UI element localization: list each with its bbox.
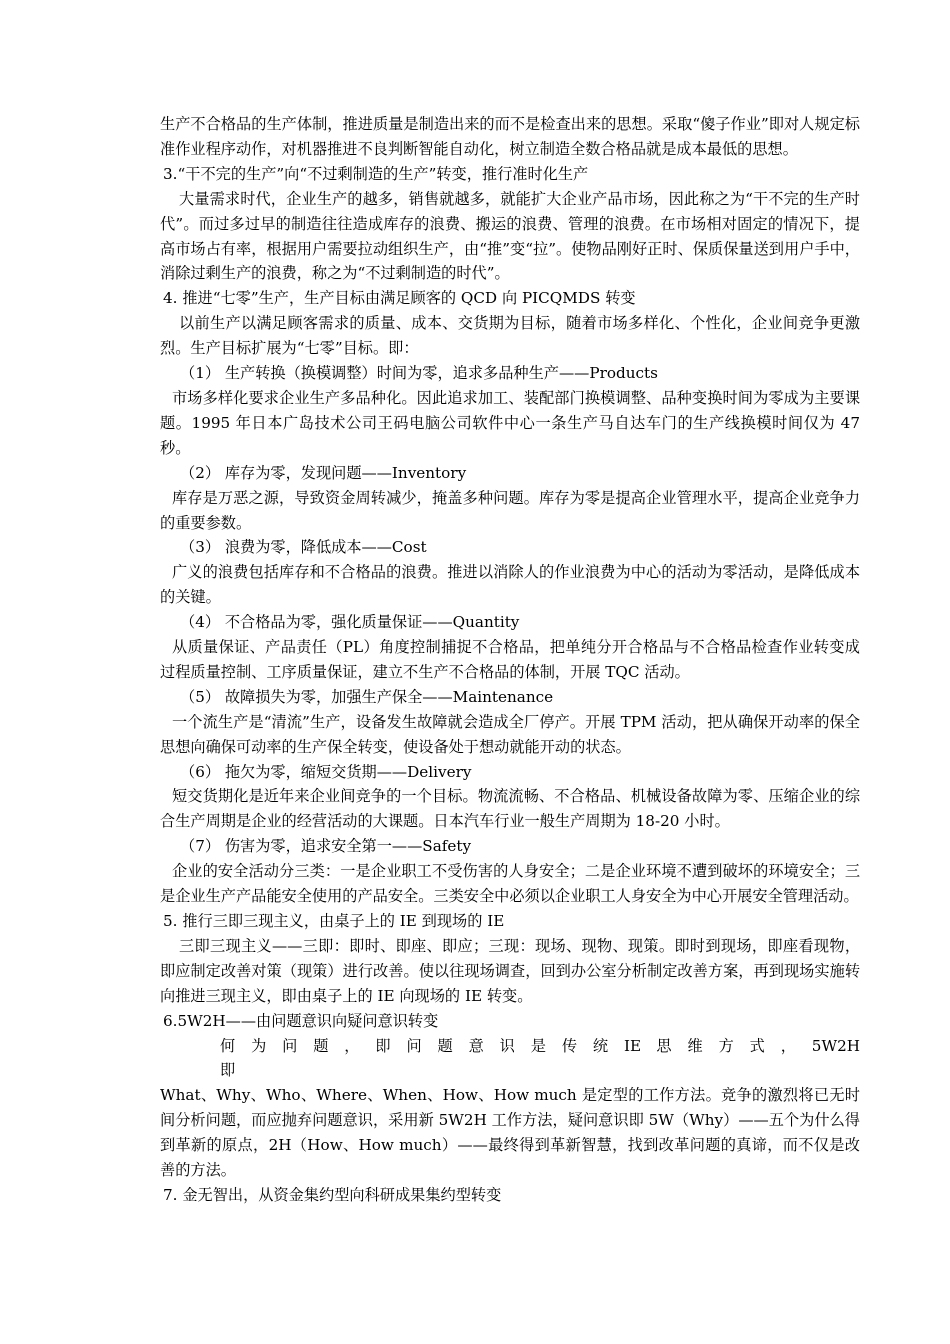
paragraph-inventory: 库存是万恶之源，导致资金周转减少，掩盖多种问题。库存为零是提高企业管理水平，提高企业竞争力的重要参数。 — [160, 488, 860, 532]
paragraph-delivery: 短交货期化是近年来企业间竞争的一个目标。物流流畅、不合格品、机械设备故障为零、压缩企业的综合生产周期是企业的经营活动的大课题。日本汽车行业一般生产周期为 18-20 小时。 — [160, 787, 860, 831]
paragraph-maintenance: 一个流生产是“清流”生产，设备发生故障就会造成全厂停产。开展 TPM 活动，把从确保开动率的保全思想向确保可动率的生产保全转变，使设备处于想动就能开动的状态。 — [160, 712, 860, 756]
heading-4-seven-zero: 4. 推进“七零”生产，生产目标由满足顾客的 QCD 向 PICQMDS 转变 — [163, 289, 636, 308]
subheading-maintenance: （5） 故障损失为零，加强生产保全——Maintenance — [180, 687, 554, 706]
paragraph-three-genba: 三即三现主义——三即：即时、即座、即应；三现：现场、现物、现策。即时到现场，即座看现物，即应制定改善对策（现策）进行改善。使以往现场调查，回到办公室分析制定改善方案，再到现场实施转向推进三现主义，即由桌子上的 IE 向现场的 IE 转变。 — [160, 936, 860, 1005]
paragraph-quantity: 从质量保证、产品责任（PL）角度控制捕捉不合格品，把单纯分开合格品与不合格品检查作业转变成过程质量控制、工序质量保证，建立不生产不合格品的体制，开展 TQC 活动。 — [160, 638, 860, 681]
paragraph-cost: 广义的浪费包括库存和不合格品的浪费。推进以消除人的作业浪费为中心的活动为零活动，是降低成本的关键。 — [160, 563, 860, 607]
paragraph-seven-zero-intro: 以前生产以满足顾客需求的质量、成本、交货期为目标，随着市场多样化、个性化，企业间竞争更激烈。生产目标扩展为“七零”目标。即： — [160, 314, 860, 358]
subheading-quantity: （4） 不合格品为零，强化质量保证——Quantity — [180, 613, 520, 632]
subheading-inventory: （2） 库存为零，发现问题——Inventory — [180, 463, 467, 482]
paragraph-mass-demand: 大量需求时代，企业生产的越多，销售就越多，就能扩大企业产品市场，因此称之为“干不完的生产时代”。而过多过早的制造往往造成库存的浪费、搬运的浪费、管理的浪费。在市场相对固定的情况下，提高市场占有率，根据用户需要拉动组织生产，由“推”变“拉”。使物品刚好正时、保质保量送到用户手中，消除过剩生产的浪费，称之为“不过剩制造的时代”。 — [160, 189, 860, 283]
paragraph-5w2h-first-line: 何 为 问 题 ， 即 问 题 意 识 是 传 统 IE 思 维 方 式 ， 5W2H 即 — [220, 1036, 860, 1080]
subheading-cost: （3） 浪费为零，降低成本——Cost — [180, 538, 427, 557]
heading-7-research: 7. 金无智出，从资金集约型向科研成果集约型转变 — [163, 1185, 502, 1204]
subheading-safety: （7） 伤害为零，追求安全第一——Safety — [180, 837, 472, 856]
subheading-products: （1） 生产转换（换模调整）时间为零，追求多品种生产——Products — [180, 364, 658, 383]
subheading-delivery: （6） 拖欠为零，缩短交货期——Delivery — [180, 762, 472, 781]
paragraph-products: 市场多样化要求企业生产多品种化。因此追求加工、装配部门换模调整、品种变换时间为零成为主要课题。1995 年日本广岛技术公司王码电脑公司软件中心一条生产马自达车门的生产线换模时间仅为 47 秒。 — [160, 388, 860, 457]
heading-5-three-genba: 5. 推行三即三现主义，由桌子上的 IE 到现场的 IE — [163, 912, 505, 930]
paragraph-safety: 企业的安全活动分三类：一是企业职工不受伤害的人身安全；二是企业环境不遭到破坏的环境安全；三是企业生产产品能安全使用的产品安全。三类安全中必须以企业职工人身安全为中心开展安全管理活动。 — [160, 862, 860, 906]
heading-3-jit: 3.“干不完的生产”向“不过剩制造的生产”转变，推行准时化生产 — [163, 164, 589, 183]
paragraph-quality-system: 生产不合格品的生产体制，推进质量是制造出来的而不是检查出来的思想。采取“傻子作业”即对人规定标准作业程序动作，对机器推进不良判断智能自动化，树立制造全数合格品就是成本最低的思想。 — [160, 115, 860, 158]
heading-6-5w2h: 6.5W2H——由问题意识向疑问意识转变 — [163, 1011, 439, 1030]
document-page — [160, 112, 860, 1208]
paragraph-5w2h-body: What、Why、Who、Where、When、How、How much 是定型的工作方法。竞争的激烈将已无时间分析问题，而应抛弃问题意识，采用新 5W2H 工作方法，疑问意识即 5W（Why）——五个为什么得到革新的原点，2H（How、How much）——最终得到革新智慧，找到改革问题的真谛，而不仅是改善的方法。 — [160, 1086, 860, 1180]
